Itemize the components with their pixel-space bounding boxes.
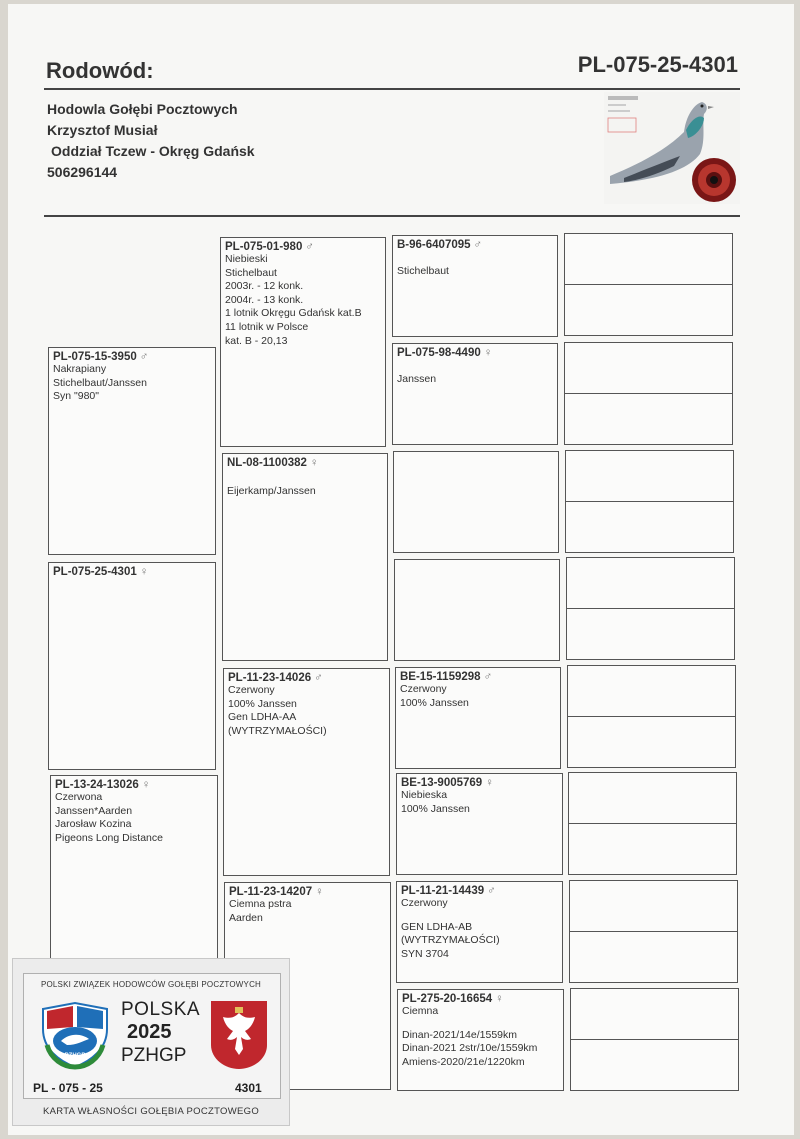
card-ring-number: 4301 xyxy=(235,1081,262,1095)
pedigree-box-ff: PL-075-01-980 ♂ Niebieski Stichelbaut 2003r. - 12 konk. 2004r. - 13 konk. 1 lotnik Okręgu Gdańsk kat.B 11 lotnik w Polsce kat. B - 20,13 xyxy=(220,237,386,447)
breeder-line: Krzysztof Musiał xyxy=(47,122,158,138)
breeder-line: Oddział Tczew - Okręg Gdańsk xyxy=(51,143,255,159)
card-footer: KARTA WŁASNOŚCI GOŁĘBIA POCZTOWEGO xyxy=(42,1106,260,1117)
pedigree-box-mother: PL-13-24-13026 ♀ Czerwona Janssen*Aarden Jarosław Kozina Pigeons Long Distance xyxy=(50,775,218,983)
pedigree-box-empty xyxy=(567,665,736,717)
page-title: Rodowód: xyxy=(46,58,154,83)
breeder-info xyxy=(47,99,255,183)
card-ring-prefix: PL - 075 - 25 xyxy=(33,1081,103,1095)
pedigree-box-empty xyxy=(566,608,735,660)
pedigree-box-empty xyxy=(568,823,737,875)
pedigree-box-father: PL-075-15-3950 ♂ Nakrapiany Stichelbaut/Janssen Syn "980" xyxy=(48,347,216,555)
card-country: POLSKA xyxy=(121,999,201,1020)
pedigree-box-mff: BE-15-1159298 ♂ Czerwony 100% Janssen xyxy=(395,667,561,769)
pzhgp-logo xyxy=(37,999,113,1071)
pedigree-box-subject: PL-075-25-4301 ♀ xyxy=(48,562,216,770)
pedigree-box-fmf xyxy=(393,451,559,553)
pedigree-box-empty xyxy=(566,557,735,609)
pedigree-box-fm: NL-08-1100382 ♀ Eijerkamp/Janssen xyxy=(222,453,388,661)
polish-eagle-emblem xyxy=(209,999,269,1071)
pedigree-box-empty xyxy=(570,988,739,1040)
pedigree-box-empty xyxy=(570,1039,739,1091)
pedigree-box-ffm: PL-075-98-4490 ♀ Janssen xyxy=(392,343,558,445)
pedigree-box-empty xyxy=(564,284,733,336)
pedigree-box-empty xyxy=(564,342,733,394)
pedigree-box-empty xyxy=(569,931,738,983)
pedigree-box-mmm: PL-275-20-16654 ♀ Ciemna Dinan-2021/14e/1559km Dinan-2021 2str/10e/1559km Amiens-2020/21e/1220km xyxy=(397,989,564,1091)
pedigree-box-mm: PL-11-23-14207 ♀ Ciemna pstra Aarden xyxy=(224,882,391,1090)
pigeon-photo-thumbnail xyxy=(604,92,740,204)
pedigree-box-empty xyxy=(568,772,737,824)
pedigree-box-mf: PL-11-23-14026 ♂ Czerwony 100% Janssen Gen LDHA-AA (WYTRZYMAŁOŚCI) xyxy=(223,668,390,876)
pedigree-box-empty xyxy=(569,880,738,932)
pedigree-box-fff: B-96-6407095 ♂ Stichelbaut xyxy=(392,235,558,337)
header-ring-number: PL-075-25-4301 xyxy=(577,52,738,77)
card-union: PZHGP xyxy=(121,1045,187,1066)
card-year: 2025 xyxy=(127,1021,172,1043)
ownership-card xyxy=(12,958,290,1126)
pedigree-box-empty xyxy=(565,450,734,502)
pedigree-box-empty xyxy=(567,716,736,768)
breeder-phone: 506296144 xyxy=(47,164,118,180)
header-divider xyxy=(44,88,740,90)
pedigree-box-empty xyxy=(564,393,733,445)
pedigree-box-mfm: BE-13-9005769 ♀ Niebieska 100% Janssen xyxy=(396,773,563,875)
pedigree-box-empty xyxy=(565,501,734,553)
breeder-line: Hodowla Gołębi Pocztowych xyxy=(47,101,238,117)
pzhgp-logo-text: PZHGP xyxy=(64,1053,86,1059)
pedigree-box-mmf: PL-11-21-14439 ♂ Czerwony GEN LDHA-AB (WYTRZYMAŁOŚCI) SYN 3704 xyxy=(396,881,563,983)
pedigree-box-empty xyxy=(564,233,733,285)
pedigree-box-fmm xyxy=(394,559,560,661)
section-divider xyxy=(44,215,740,217)
card-organization: POLSKI ZWIĄZEK HODOWCÓW GOŁĘBI POCZTOWYCH xyxy=(40,980,262,989)
